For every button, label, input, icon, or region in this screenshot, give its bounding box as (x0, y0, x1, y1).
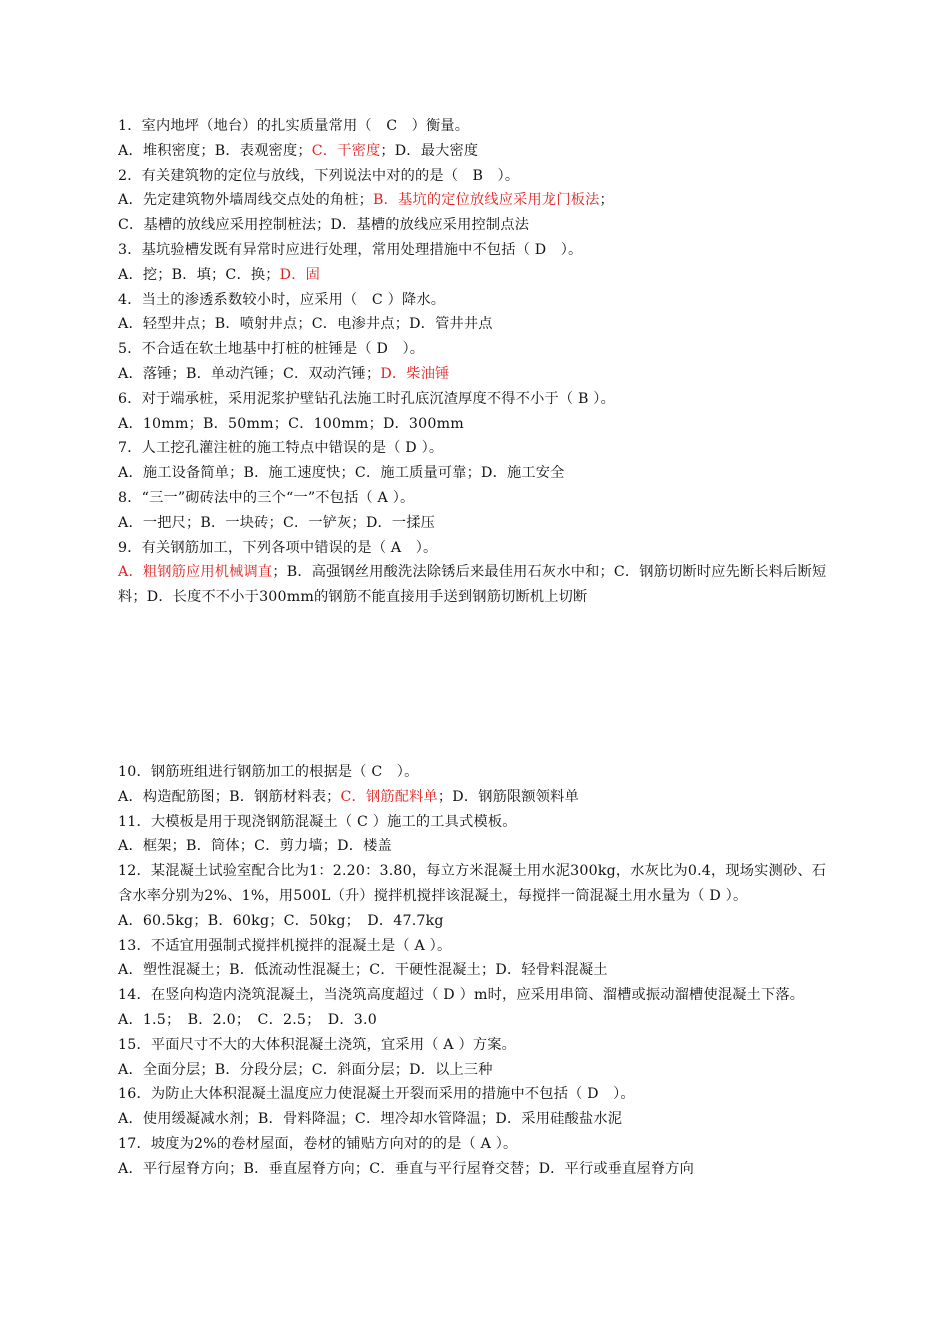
text-segment: 9．有关钢筋加工，下列各项中错误的是（ A ）。 (118, 539, 438, 556)
text-segment: A．塑性混凝土；B．低流动性混凝土；C．干硬性混凝土；D．轻骨料混凝土 (118, 962, 608, 979)
answer-highlight: D．柴油锤 (380, 365, 450, 382)
text-segment: A．60.5kg；B．60kg；C．50kg； D．47.7kg (118, 912, 444, 929)
text-line (118, 1107, 838, 1132)
text-segment: 10．钢筋班组进行钢筋加工的根据是（ C ）。 (118, 764, 419, 780)
text-line (118, 511, 838, 536)
text-line (118, 312, 838, 337)
text-line (118, 486, 838, 511)
text-line (118, 263, 838, 288)
text-line (118, 164, 838, 189)
text-line (118, 213, 838, 238)
text-line (118, 760, 838, 785)
text-line (118, 139, 838, 164)
text-segment: A．构造配筋图；B．钢筋材料表； (118, 788, 341, 805)
text-line (118, 1132, 838, 1157)
text-segment: ；D．钢筋限额领料单 (437, 788, 579, 805)
text-segment: 5．不合适在软土地基中打桩的桩锤是（ D ）。 (118, 341, 425, 358)
text-line (118, 983, 838, 1008)
text-line (118, 1008, 838, 1033)
text-segment: A．10mm；B．50mm；C．100mm；D．300mm (118, 415, 464, 432)
text-line (118, 810, 838, 835)
text-line (118, 958, 838, 983)
text-segment: 4．当土的渗透系数较小时，应采用（ C ）降水。 (118, 291, 446, 308)
text-line (118, 436, 838, 461)
text-segment: 13．不适宜用强制式搅拌机搅拌的混凝土是（ A ）。 (118, 937, 452, 954)
text-segment: A．挖；B．填；C．换； (118, 266, 280, 283)
text-line (118, 1157, 838, 1182)
text-segment: C．基槽的放线应采用控制桩法；D．基槽的放线应采用控制点法 (118, 217, 530, 234)
text-segment: 7．人工挖孔灌注桩的施工特点中错误的是（ D ）。 (118, 440, 444, 457)
text-segment: 2．有关建筑物的定位与放线，下列说法中对的的是（ B ）。 (118, 167, 520, 184)
text-segment: 1．室内地坪（地台）的扎实质量常用（ C ）衡量。 (118, 118, 470, 134)
text-segment: A．堆积密度；B．表观密度； (118, 142, 312, 159)
text-line (118, 188, 838, 213)
answer-highlight: C．干密度 (311, 142, 381, 159)
text-line (118, 362, 838, 387)
text-segment: 8．“三一”砌砖法中的三个“一”不包括（ A ）。 (118, 489, 415, 506)
text-segment: 16．为防止大体积混凝土温度应力使混凝土开裂而采用的措施中不包括（ D ）。 (118, 1086, 635, 1103)
text-segment: A．轻型井点；B．喷射井点；C．电渗井点；D．管井井点 (118, 316, 493, 333)
text-segment: ；B．高强钢丝用酸洗法除锈后来最佳用石灰水中和；C．钢筋切断时应先断长料后断短料；D．长度不不小于300mm的钢筋不能直接用手送到钢筋切断机上切断 (118, 564, 827, 606)
text-line (118, 412, 838, 437)
text-segment: 6．对于端承桩，采用泥浆护壁钻孔法施工时孔底沉渣厚度不得不小于（ B ）。 (118, 390, 615, 407)
text-line (118, 387, 838, 412)
text-segment: A．使用缓凝减水剂；B．骨料降温；C．埋冷却水管降温；D．采用硅酸盐水泥 (118, 1111, 623, 1128)
text-line (118, 1082, 838, 1107)
text-segment: 15．平面尺寸不大的大体积混凝土浇筑，宜采用（ A ）方案。 (118, 1036, 517, 1053)
text-line (118, 1058, 838, 1083)
text-line (118, 238, 838, 263)
text-segment: 11．大模板是用于现浇钢筋混凝土（ C ）施工的工具式模板。 (118, 813, 517, 830)
text-line (118, 337, 838, 362)
text-segment: 14．在竖向构造内浇筑混凝土，当浇筑高度超过（ D ）m时，应采用串筒、溜槽或振动溜槽使混凝土下落。 (118, 987, 805, 1004)
text-segment: A．先定建筑物外墙周线交点处的角桩； (118, 192, 374, 209)
text-line (118, 834, 838, 859)
text-segment: A．平行屋脊方向；B．垂直屋脊方向；C．垂直与平行屋脊交替；D．平行或垂直屋脊方向 (118, 1160, 695, 1177)
text-segment: A．一把尺；B．一块砖；C．一铲灰；D．一揉压 (118, 514, 436, 531)
text-segment: 12．某混凝土试验室配合比为1：2.20：3.80，每立方米混凝土用水泥300kg，水灰比为0.4，现场实测砂、石含水率分别为2%、1%，用500L（升）搅拌机搅拌该混凝土，每搅拌一筒混凝土用水量为（ D ）。 (118, 863, 827, 904)
questions-section-1 (118, 114, 838, 610)
text-line (118, 288, 838, 313)
text-segment: A．全面分层；B．分段分层；C．斜面分层；D．以上三种 (118, 1061, 493, 1078)
answer-highlight: C．钢筋配料单 (340, 788, 438, 805)
text-segment: A．施工设备简单；B．施工速度快；C．施工质量可靠；D．施工安全 (118, 465, 565, 482)
text-segment: A．1.5； B．2.0； C．2.5； D．3.0 (118, 1011, 377, 1028)
text-segment: ；D．最大密度 (380, 142, 479, 159)
text-segment: A．落锤；B．单动汽锤；C．双动汽锤； (118, 365, 381, 382)
text-line (118, 1033, 838, 1058)
answer-highlight: A．粗钢筋应用机械调直 (118, 564, 273, 581)
text-segment: ； (599, 192, 614, 209)
text-line (118, 785, 838, 810)
text-segment: A．框架；B．筒体；C．剪力墙；D．楼盖 (118, 838, 392, 855)
text-line (118, 560, 838, 610)
answer-highlight: B．基坑的定位放线应采用龙门板法 (373, 192, 600, 209)
text-line (118, 909, 838, 934)
text-segment: 3．基坑验槽发既有异常时应进行处理，常用处理措施中不包括（ D ）。 (118, 241, 583, 258)
text-line (118, 934, 838, 959)
questions-section-2 (118, 760, 838, 1182)
text-line (118, 461, 838, 486)
answer-highlight: D．固 (279, 266, 320, 283)
text-line (118, 114, 838, 139)
text-segment: 17．坡度为2%的卷材屋面，卷材的铺贴方向对的的是（ A ）。 (118, 1135, 518, 1152)
text-line (118, 859, 838, 909)
text-line (118, 536, 838, 561)
